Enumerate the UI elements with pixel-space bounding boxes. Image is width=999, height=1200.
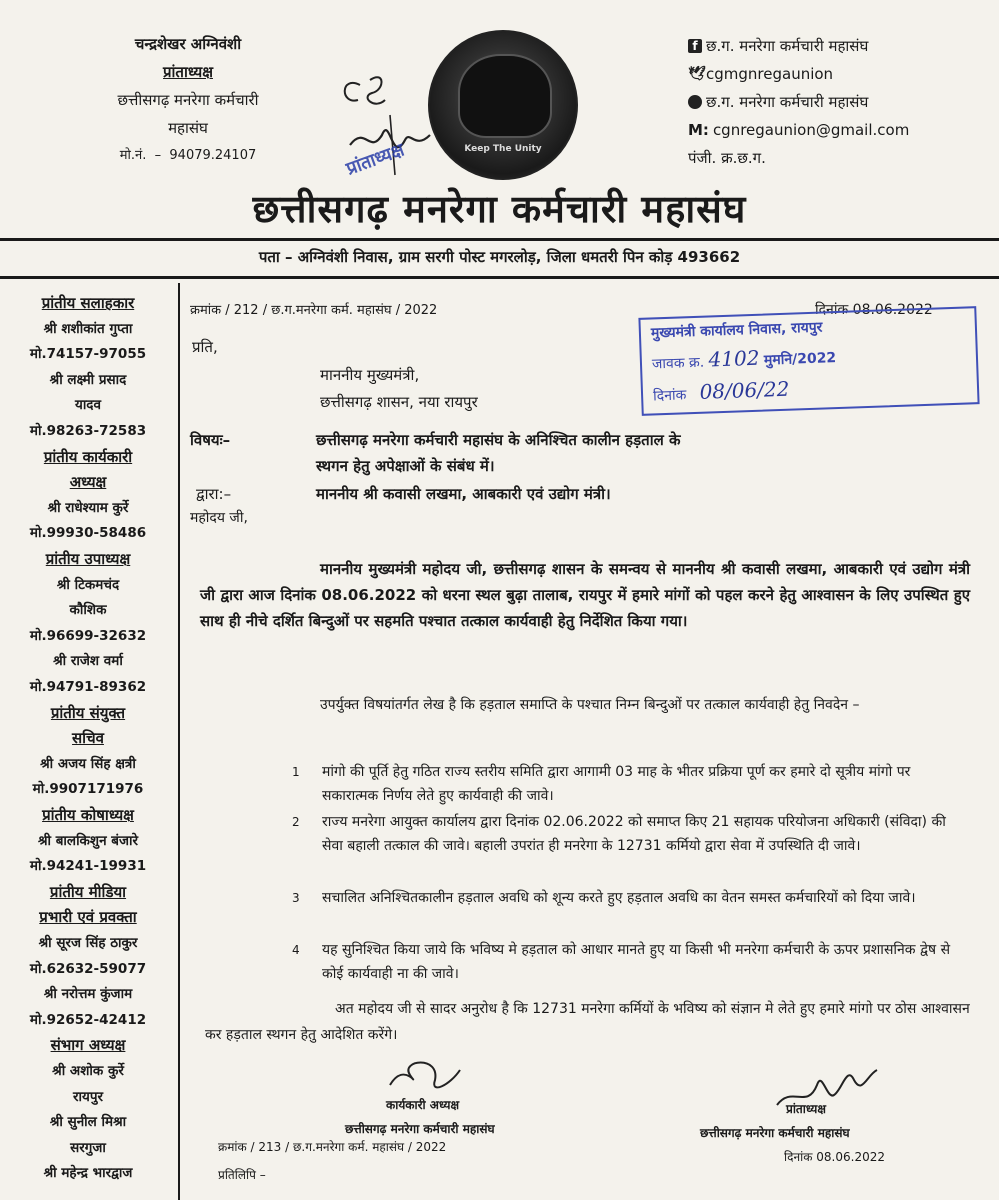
demand-point-text: यह सुनिश्चित किया जाये कि भविष्य मे हड़ताल को आधार मानते हुए या किसी भी मनरेगा कर्मचारी के ऊपर प्रशासनिक द्वेष से कोई कार्यवाही ना की जावे। <box>322 942 951 982</box>
demand-point-number: 3 <box>292 891 300 905</box>
body-paragraph-1: माननीय मुख्यमंत्री महोदय जी, छत्तीसगढ़ शासन के समन्वय से माननीय श्री कवासी लखमा, आबकारी एवं उद्योग मंत्री जी द्वारा आज दिनांक 08.06.2022 को धरना स्थल बुढ़ा तालाब, रायपुर में हमारे मांगों को पहल करने हेतु आश्वासन के लिए उपस्थित हुए साथ ही नीचे दर्शित बिन्दुओं पर सहमति पश्चात तत्काल कार्यवाही हेतु निर्देशित किया गया। <box>200 560 970 630</box>
sidebar-phone: मो.92652-42412 <box>29 1011 147 1028</box>
sidebar-member-name: श्री टिकमचंद <box>56 576 120 593</box>
facebook-icon: f <box>688 39 702 53</box>
sidebar-member-name: श्री अशोक कुर्रे <box>52 1063 124 1079</box>
office-bearers-sidebar <box>0 283 180 1200</box>
addressee-line1: माननीय मुख्यमंत्री, <box>320 366 420 384</box>
working-president-title: कार्यकारी अध्यक्ष <box>386 1098 460 1112</box>
state-president-org: छत्तीसगढ़ मनरेगा कर्मचारी महासंघ <box>700 1126 850 1140</box>
emblem-flame-icon <box>458 54 552 138</box>
email-row <box>688 116 993 144</box>
through-label: द्वारा:– <box>196 485 232 503</box>
sidebar-heading: प्रांतीय कोषाध्यक्ष <box>42 806 134 824</box>
sidebar-member-name: श्री सुनील मिश्रा <box>49 1114 127 1131</box>
receipt-date-label: दिनांक <box>652 387 687 405</box>
demand-point-text: मांगो की पूर्ति हेतु गठित राज्य स्तरीय समिति द्वारा आगामी 03 माह के भीतर प्रक्रिया पूर्ण कर हमारे दो सूत्रीय मांगो पर सकारात्मक निर्णय लेते हुए कार्यवाही की जावे। <box>322 764 911 804</box>
sidebar-member-name: श्री महेन्द्र भारद्वाज <box>43 1165 133 1182</box>
receipt-date: 08/06/22 <box>699 376 790 404</box>
header-divider <box>0 238 999 241</box>
phone-label: मो.नं. <box>119 148 147 163</box>
facebook-handle: छ.ग. मनरेगा कर्मचारी महासंघ <box>706 37 869 55</box>
sidebar-member-name: यादव <box>74 397 101 414</box>
addressee-line2: छत्तीसगढ़ शासन, नया रायपुर <box>320 393 478 411</box>
sidebar-phone: मो.94241-19931 <box>29 858 147 875</box>
registration-number: पंजी. क्र.छ.ग. <box>688 149 766 167</box>
address-line: पता – अग्निवंशी निवास, ग्राम सरगी पोस्ट मगरलोड़, जिला धमतरी पिन कोड़ 493662 <box>258 248 741 266</box>
sidebar-member-name: सरगुजा <box>70 1139 106 1156</box>
twitter-handle: cgmgnregaunion <box>706 65 834 83</box>
demand-point-text: सचालित अनिश्चितकालीन हड़ताल अवधि को शून्य करते हुए हड़ताल अवधि का वेतन समस्त कर्मचारियों को दिया जावे। <box>322 890 916 906</box>
sidebar-phone: मो.94791-89362 <box>29 679 147 695</box>
header-left <box>58 30 318 170</box>
instagram-handle: छ.ग. मनरेगा कर्मचारी महासंघ <box>706 93 869 111</box>
cm-office-receipt-stamp <box>638 306 979 416</box>
sidebar-heading: सचिव <box>72 729 104 748</box>
sidebar-member-name: श्री शशीकांत गुप्ता <box>43 320 133 337</box>
salutation: महोदय जी, <box>190 510 248 526</box>
receipt-number-label: जावक क्र. <box>651 354 705 373</box>
instagram-icon <box>688 95 702 109</box>
working-president-signature <box>380 1050 470 1100</box>
sidebar-heading: प्रभारी एवं प्रवक्ता <box>39 908 137 927</box>
sidebar-heading: अध्यक्ष <box>69 473 107 492</box>
sidebar-phone: मो.99930-58486 <box>29 525 147 542</box>
sidebar-member-name: श्री राधेश्याम कुर्रे <box>47 499 129 516</box>
letter-date: दिनांक 08.06.2022 <box>815 302 933 318</box>
twitter-icon: 🕊 <box>688 66 706 82</box>
sidebar-member-name: श्री अजय सिंह क्षत्री <box>40 755 136 772</box>
president-name: चन्द्रशेखर अग्निवंशी <box>134 35 242 53</box>
subject-label: विषयः– <box>190 431 231 449</box>
receipt-date-row <box>653 377 790 406</box>
letterhead-title: छत्तीसगढ़ मनरेगा कर्मचारी महासंघ <box>252 187 747 231</box>
demand-point-number: 2 <box>292 815 300 829</box>
receipt-number-suffix: मुमनि/2022 <box>763 350 837 369</box>
top-stamp-text: प्रांताध्यक्ष <box>343 139 408 180</box>
registration-row <box>688 144 993 172</box>
closing-paragraph: अत महोदय जी से सादर अनुरोध है कि 12731 मनरेगा कर्मियों के भविष्य को संज्ञान मे लेते हुए हमारे मांगो पर ठोस आश्वासन कर हड़ताल स्थगन हेतु आदेशित करेंगे। <box>205 1001 970 1043</box>
sidebar-member-name: कौशिक <box>69 602 107 619</box>
receipt-number: 4102 <box>708 345 760 372</box>
phone-number: 94079.24107 <box>169 148 257 163</box>
reference-number: क्रमांक / 212 / छ.ग.मनरेगा कर्म. महासंघ / 2022 <box>190 303 438 318</box>
sidebar-heading: प्रांतीय मीडिया <box>49 882 127 901</box>
copy-reference-number: क्रमांक / 213 / छ.ग.मनरेगा कर्म. महासंघ / 2022 <box>218 1140 447 1154</box>
sidebar-phone: मो.74157-97055 <box>29 346 147 363</box>
email-label: M: <box>688 121 709 139</box>
sidebar-member-name: रायपुर <box>72 1088 104 1105</box>
sidebar-phone: मो.98263-72583 <box>29 423 147 439</box>
sidebar-phone: मो.9907171976 <box>32 781 144 798</box>
twitter-row <box>688 60 993 88</box>
sidebar-phone: मो.62632-59077 <box>29 960 147 977</box>
sidebar-member-name: श्री सूरज सिंह ठाकुर <box>38 935 138 951</box>
sidebar-member-name: श्री बालकिशुन बंजारे <box>37 832 139 849</box>
sidebar-heading: संभाग अध्यक्ष <box>50 1036 126 1055</box>
sidebar-heading: प्रांतीय संयुक्त <box>50 703 126 722</box>
working-president-org: छत्तीसगढ़ मनरेगा कर्मचारी महासंघ <box>345 1122 495 1136</box>
sidebar-heading: प्रांतीय उपाध्यक्ष <box>45 550 131 568</box>
phone-row: मो.नं. – 94079.24107 <box>119 148 257 163</box>
copy-to-label: प्रतिलिपि – <box>218 1168 266 1182</box>
org-line2: महासंघ <box>168 119 208 137</box>
instagram-row <box>688 88 993 116</box>
body-paragraph-2: उपर्युक्त विषयांतर्गत लेख है कि हड़ताल समाप्ति के पश्चात निम्न बिन्दुओं पर तत्काल कार्यवाही हेतु निवदेन – <box>320 697 860 713</box>
emblem-motto: Keep The Unity <box>464 144 542 154</box>
through-text: माननीय श्री कवासी लखमा, आबकारी एवं उद्योग मंत्री। <box>316 485 611 503</box>
email-address: cgnregaunion@gmail.com <box>712 121 910 139</box>
demand-point-number: 1 <box>292 765 300 779</box>
state-president-title: प्रांताध्यक्ष <box>786 1102 826 1116</box>
president-designation: प्रांताध्यक्ष <box>163 63 213 81</box>
union-emblem-logo <box>428 30 578 180</box>
copy-date: दिनांक 08.06.2022 <box>784 1150 885 1164</box>
to-label: प्रति, <box>192 338 218 356</box>
facebook-row <box>688 32 993 60</box>
demand-point-text: राज्य मनरेगा आयुक्त कार्यालय द्वारा दिनांक 02.06.2022 को समाप्त किए 21 सहायक परियोजना अधिकारी (संविदा) की सेवा बहाली तत्काल की जावे। बहाली उपरांत ही मनरेगा के 12731 कर्मियो द्वारा सेवा में उपस्थिति दी जावे। <box>322 814 946 854</box>
sidebar-member-name: श्री राजेश वर्मा <box>53 653 123 670</box>
sidebar-member-name: श्री लक्ष्मी प्रसाद <box>49 371 127 388</box>
address-divider <box>0 276 999 279</box>
org-line1: छत्तीसगढ़ मनरेगा कर्मचारी <box>117 91 259 109</box>
sidebar-member-name: श्री नरोत्तम कुंजाम <box>43 986 133 1003</box>
receipt-number-row <box>652 343 837 373</box>
subject-line1: छत्तीसगढ़ मनरेगा कर्मचारी महासंघ के अनिश्चित कालीन हड़ताल के <box>316 431 681 449</box>
sidebar-heading: प्रांतीय कार्यकारी <box>43 447 133 466</box>
header-right <box>688 32 993 172</box>
demand-point-number: 4 <box>292 943 300 957</box>
sidebar-heading: प्रांतीय सलाहकार <box>41 294 135 312</box>
subject-line2: स्थगन हेतु अपेक्षाओं के संबंध में। <box>316 457 495 475</box>
sidebar-phone: मो.96699-32632 <box>29 627 147 644</box>
receipt-office: मुख्यमंत्री कार्यालय निवास, रायपुर <box>650 319 823 342</box>
